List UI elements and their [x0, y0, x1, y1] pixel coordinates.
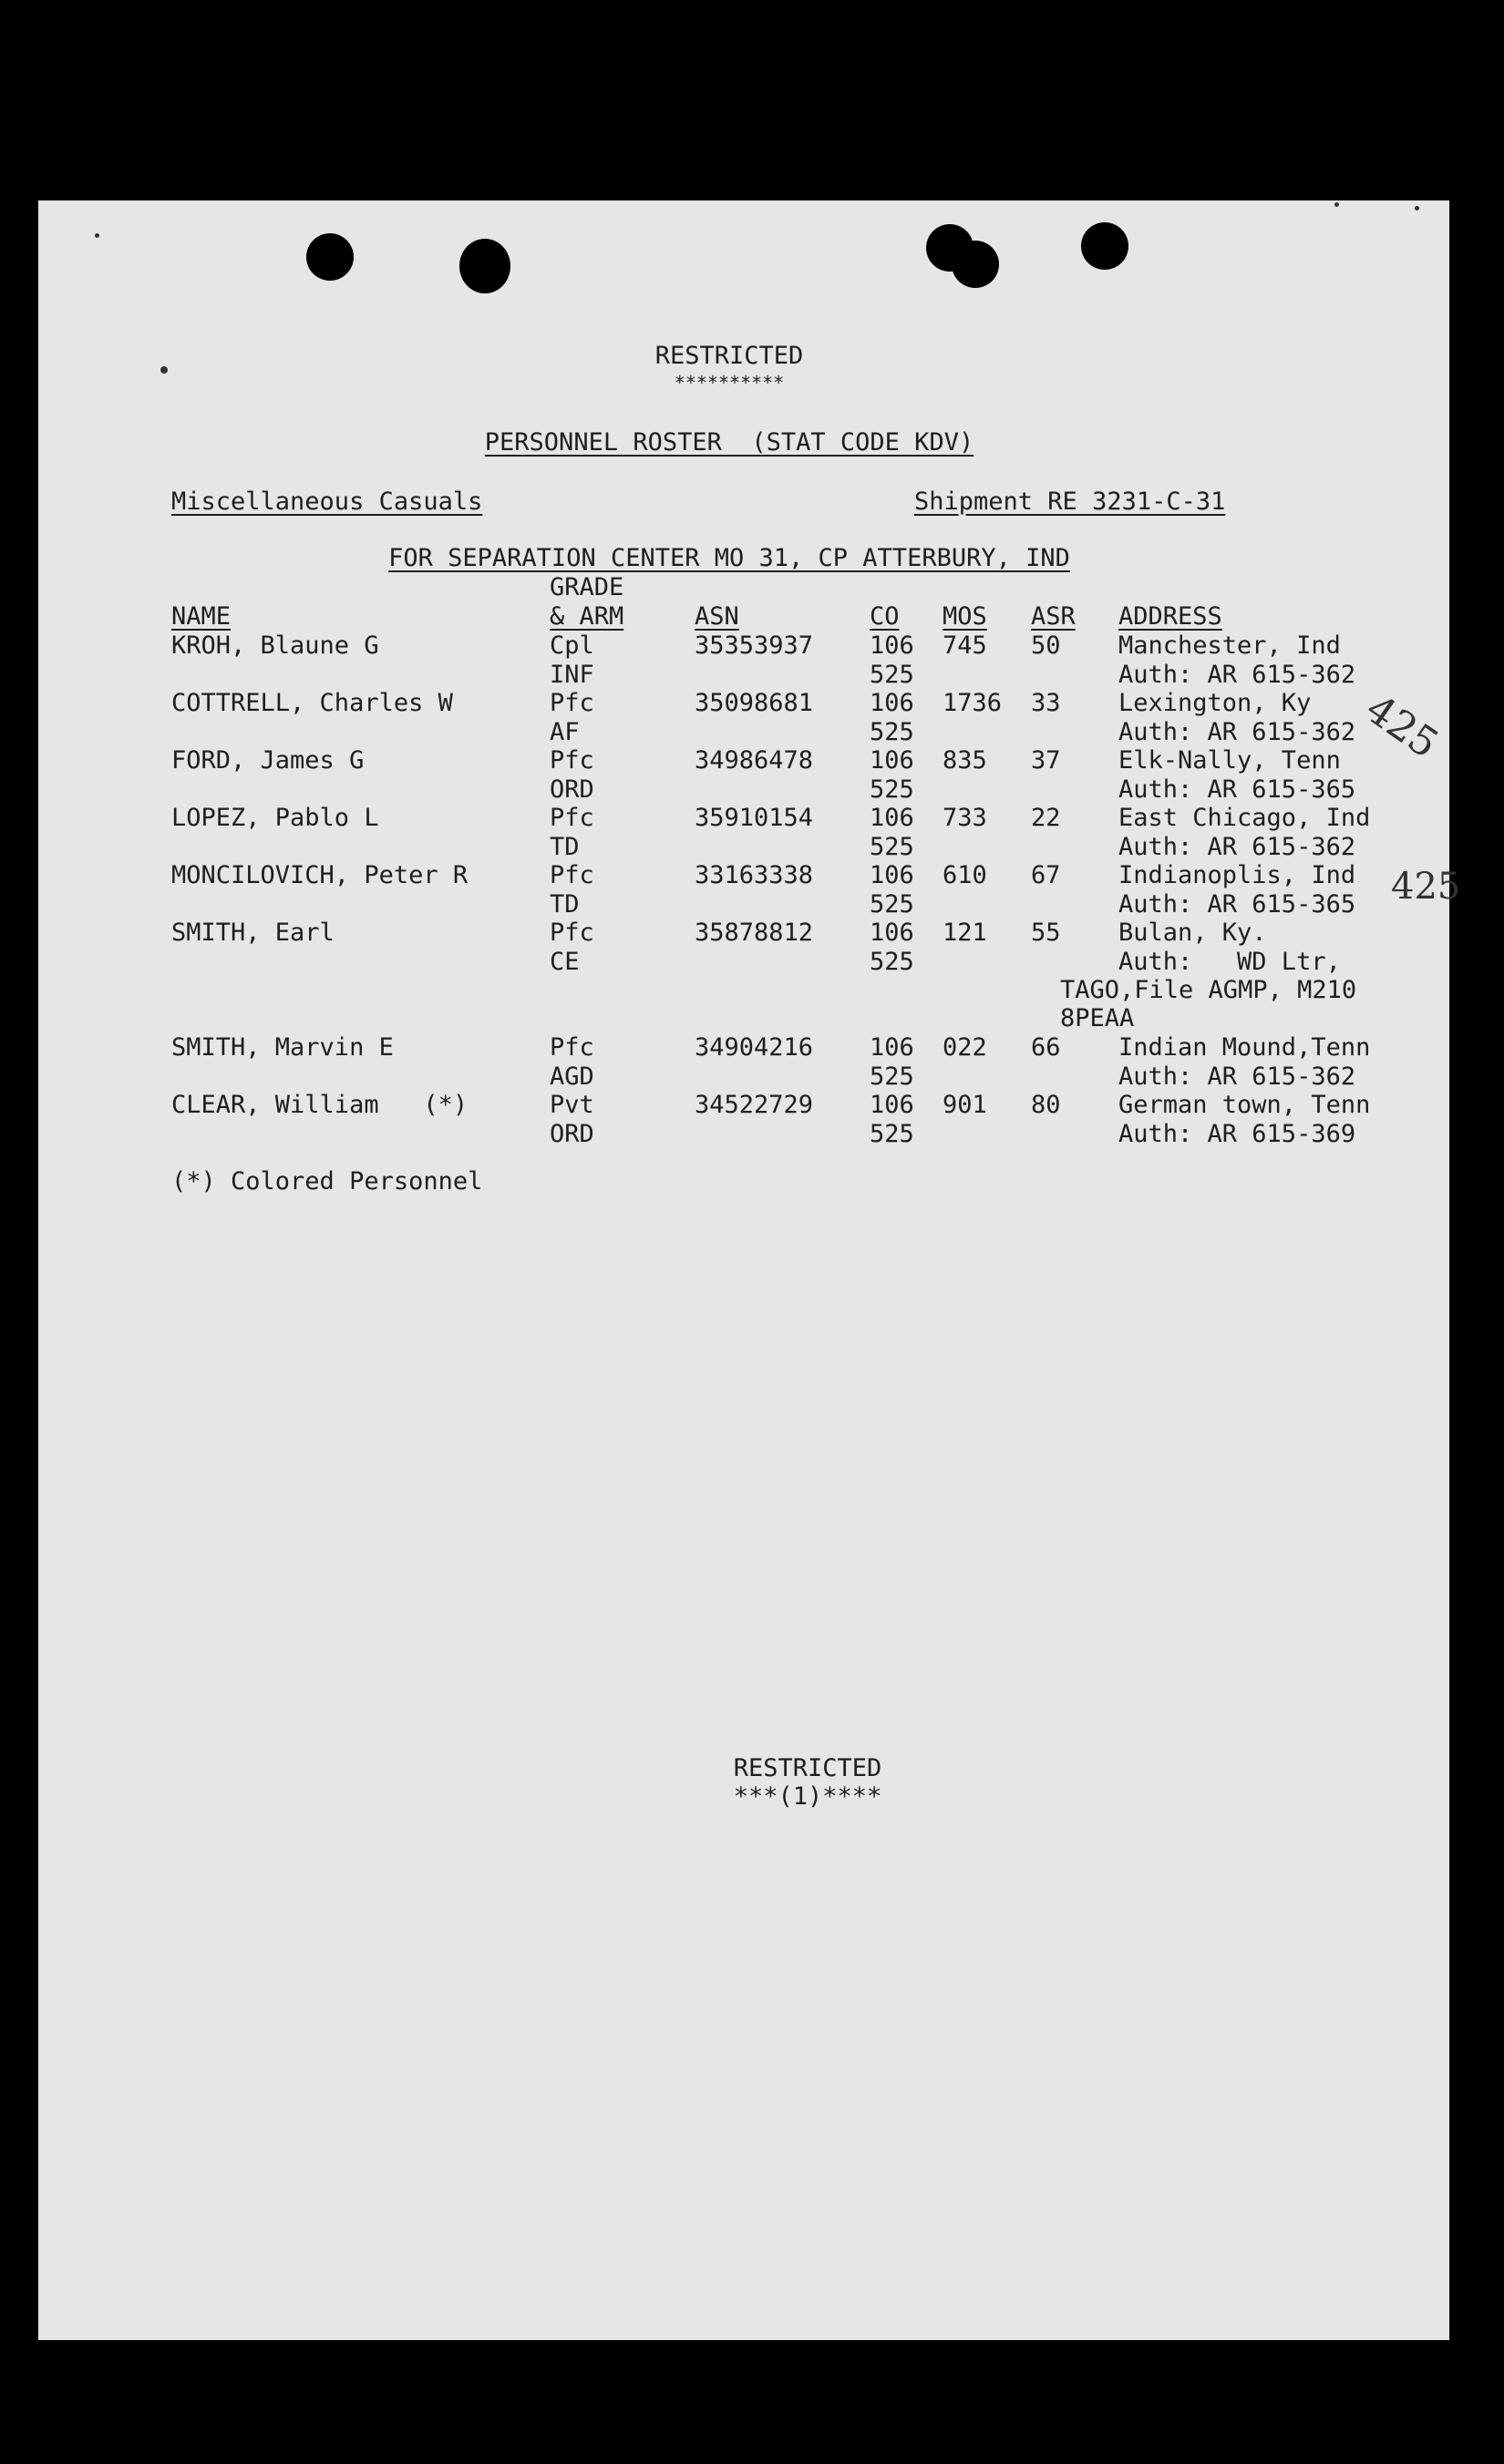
col-grade-top: GRADE: [550, 573, 624, 601]
row-address: Indian Mound,Tenn: [1118, 1033, 1371, 1062]
row-asr: 50: [1031, 631, 1061, 660]
row-asr: 67: [1031, 861, 1061, 889]
row-co1: 106: [870, 746, 914, 775]
row-co2: 525: [870, 948, 914, 976]
row-grade: Pvt: [550, 1091, 594, 1119]
row-name: COTTRELL, Charles W: [171, 689, 453, 717]
row-address: Lexington, Ky: [1118, 689, 1312, 717]
row-name: SMITH, Earl: [171, 919, 335, 947]
row-name: LOPEZ, Pablo L: [171, 804, 379, 832]
row-mos: 733: [943, 804, 987, 832]
handwritten-note: 425: [1356, 685, 1447, 768]
row-grade: Pfc: [550, 1033, 594, 1062]
row-asn: 34904216: [695, 1033, 814, 1062]
row-mos: 022: [943, 1033, 987, 1062]
row-mos: 901: [943, 1091, 987, 1119]
row-auth: Auth: AR 615-362: [1118, 718, 1356, 746]
row-mos: 835: [943, 746, 987, 775]
row-name: KROH, Blaune G: [171, 631, 379, 660]
row-asr: 66: [1031, 1033, 1061, 1062]
row-arm: CE: [550, 948, 580, 976]
speck: [95, 233, 99, 238]
unit-name: Miscellaneous Casuals: [171, 488, 483, 516]
row-arm: TD: [550, 890, 580, 919]
row-asn: 35910154: [695, 804, 814, 832]
row-co2: 525: [870, 661, 914, 689]
row-arm: AF: [550, 718, 580, 746]
row-asn: 34986478: [695, 746, 814, 775]
row-arm: AGD: [550, 1063, 594, 1091]
row-asn: 35353937: [695, 631, 814, 660]
row-auth-continued: 8PEAA: [1060, 1004, 1135, 1032]
row-co1: 106: [870, 1091, 914, 1119]
row-asr: 80: [1031, 1091, 1061, 1119]
row-co1: 106: [870, 689, 914, 717]
row-address: Indianoplis, Ind: [1118, 861, 1356, 889]
row-grade: Cpl: [550, 631, 594, 660]
row-address: Bulan, Ky.: [1118, 919, 1267, 947]
row-name: SMITH, Marvin E: [171, 1033, 394, 1062]
row-mos: 745: [943, 631, 987, 660]
row-auth: Auth: AR 615-365: [1118, 890, 1356, 919]
row-asr: 22: [1031, 804, 1061, 832]
row-asn: 33163338: [695, 861, 814, 889]
row-address: German town, Tenn: [1118, 1091, 1371, 1119]
row-asn: 35098681: [695, 689, 814, 717]
speck: [1415, 206, 1419, 210]
col-address: ADDRESS: [1118, 602, 1222, 631]
row-grade: Pfc: [550, 689, 594, 717]
classification-bottom: RESTRICTED: [733, 1754, 882, 1782]
row-mos: 1736: [943, 689, 1003, 717]
row-mos: 610: [943, 861, 987, 889]
row-auth: Auth: AR 615-369: [1118, 1120, 1356, 1148]
row-co1: 106: [870, 631, 914, 660]
speck: [1334, 202, 1339, 207]
col-grade-bottom: & ARM: [550, 602, 624, 631]
row-co1: 106: [870, 804, 914, 832]
row-asr: 37: [1031, 746, 1061, 775]
row-grade: Pfc: [550, 919, 594, 947]
roster-title: PERSONNEL ROSTER (STAT CODE KDV): [484, 428, 974, 457]
speck: [160, 366, 168, 374]
row-co1: 106: [870, 1033, 914, 1062]
punch-hole: [459, 239, 510, 293]
row-address: East Chicago, Ind: [1118, 804, 1371, 832]
row-auth: Auth: AR 615-362: [1118, 833, 1356, 861]
col-asr: ASR: [1031, 602, 1076, 631]
row-asr: 33: [1031, 689, 1061, 717]
row-co2: 525: [870, 1063, 914, 1091]
row-name: FORD, James G: [171, 746, 365, 775]
handwritten-note: 425: [1391, 866, 1461, 908]
row-auth: Auth: AR 615-362: [1118, 661, 1356, 689]
row-arm: TD: [550, 833, 580, 861]
row-auth-continued: TAGO,File AGMP, M210: [1060, 976, 1357, 1004]
punch-hole: [306, 233, 354, 281]
row-asn: 35878812: [695, 919, 814, 947]
row-co1: 106: [870, 919, 914, 947]
row-asn: 34522729: [695, 1091, 814, 1119]
row-name: MONCILOVICH, Peter R: [171, 861, 469, 889]
row-address: Elk-Nally, Tenn: [1118, 746, 1341, 775]
footnote: (*) Colored Personnel: [171, 1167, 483, 1196]
row-grade: Pfc: [550, 746, 594, 775]
row-arm: INF: [550, 661, 594, 689]
page-number: ***(1)****: [733, 1782, 882, 1811]
row-grade: Pfc: [550, 804, 594, 832]
punch-hole: [1081, 222, 1128, 270]
col-name: NAME: [171, 602, 232, 631]
col-asn: ASN: [695, 602, 739, 631]
row-auth: Auth: AR 615-362: [1118, 1063, 1356, 1091]
row-auth: Auth: WD Ltr,: [1118, 948, 1341, 976]
row-co2: 525: [870, 775, 914, 804]
document-page: [38, 200, 1449, 2340]
row-asr: 55: [1031, 919, 1061, 947]
row-name: CLEAR, William (*): [171, 1091, 469, 1119]
classification-stars-top: **********: [674, 372, 785, 394]
row-grade: Pfc: [550, 861, 594, 889]
row-arm: ORD: [550, 775, 594, 804]
row-co2: 525: [870, 718, 914, 746]
col-mos: MOS: [943, 602, 987, 631]
row-co1: 106: [870, 861, 914, 889]
row-co2: 525: [870, 833, 914, 861]
row-auth: Auth: AR 615-365: [1118, 775, 1356, 804]
row-address: Manchester, Ind: [1118, 631, 1341, 660]
shipment-number: Shipment RE 3231-C-31: [914, 488, 1226, 516]
row-arm: ORD: [550, 1120, 594, 1148]
classification-top: RESTRICTED: [654, 342, 804, 370]
punch-hole: [952, 241, 999, 288]
row-mos: 121: [943, 919, 987, 947]
col-co: CO: [870, 602, 900, 631]
destination-line: FOR SEPARATION CENTER MO 31, CP ATTERBURY, IND: [388, 544, 1070, 572]
row-co2: 525: [870, 1120, 914, 1148]
row-co2: 525: [870, 890, 914, 919]
